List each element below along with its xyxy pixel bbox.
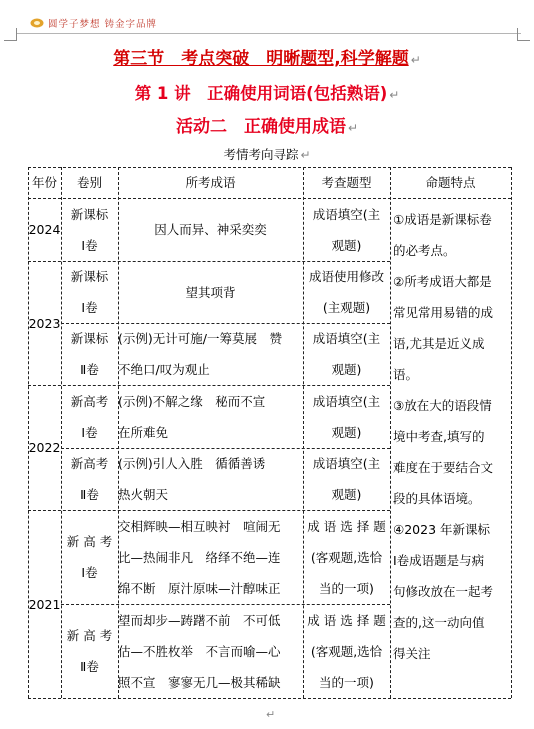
idiom-cell-line: 热火朝天 <box>118 487 169 502</box>
table-header-3-line: 考查题型 <box>321 175 372 190</box>
year-cell-line: 2022 <box>28 440 61 455</box>
paper-cell-line: Ⅱ卷 <box>80 487 99 502</box>
type-cell-line: 成 语 选 择 题 <box>307 612 386 628</box>
table-header-2-line: 所考成语 <box>185 175 236 190</box>
logo-icon <box>30 18 44 28</box>
paper-cell-line: Ⅰ卷 <box>81 237 98 253</box>
table-hline <box>28 510 390 511</box>
paper-cell-line: 新 高 考 <box>66 628 113 643</box>
type-cell-line: 当的一项) <box>319 580 374 596</box>
paper-cell <box>61 526 118 588</box>
table-header-2 <box>118 167 303 198</box>
idiom-cell <box>118 386 303 448</box>
table-vline <box>28 167 29 698</box>
idiom-cell-line: 照不宣 寥寥无几—极其稀缺 <box>118 674 281 690</box>
idiom-cell <box>118 214 303 245</box>
type-cell-line: 成语使用修改 <box>308 269 384 284</box>
table-title: 考情考向寻踪 ↵ <box>223 147 311 162</box>
features-cell-line: 语。 <box>393 367 419 382</box>
type-cell-line: (客观题,选恰 <box>310 549 383 565</box>
year-cell <box>28 432 61 463</box>
paper-cell <box>61 386 118 448</box>
year-cell <box>28 308 61 339</box>
lecture-title: 第 1 讲 正确使用词语(包括熟语) ↵ <box>134 84 400 103</box>
type-cell-line: (主观题) <box>322 300 371 315</box>
features-cell-line: 段的具体语境。 <box>393 491 481 506</box>
table-header-0 <box>28 167 61 198</box>
features-cell <box>390 204 511 669</box>
paper-cell <box>61 199 118 261</box>
type-cell-line: 当的一项) <box>319 674 374 690</box>
type-cell-line: 成 语 选 择 题 <box>307 518 386 534</box>
table-vline <box>511 167 512 698</box>
year-cell <box>28 214 61 245</box>
paper-cell-line: 新高考 <box>70 393 109 409</box>
idiom-cell-line: (示例)不解之缘 秘而不宣 <box>118 393 266 409</box>
header-rule <box>16 33 521 34</box>
year-cell-line: 2023 <box>28 315 61 331</box>
table-header-4 <box>390 167 511 198</box>
paper-cell-line: Ⅰ卷 <box>81 300 98 315</box>
table-header-3 <box>303 167 390 198</box>
features-cell-line: ②所考成语大都是 <box>393 274 492 289</box>
section-title: 第三节 考点突破 明晰题型,科学解题 ↵ <box>113 49 421 69</box>
type-cell <box>303 261 390 323</box>
type-cell-line: 观题) <box>331 362 362 377</box>
features-cell-line: 语,尤其是近义成 <box>393 336 485 351</box>
table-vline <box>390 167 391 698</box>
paper-cell <box>61 448 118 510</box>
paper-cell-line: 新课标 <box>70 331 109 346</box>
table-hline <box>28 261 390 262</box>
table-header-0-line: 年份 <box>31 175 57 190</box>
type-cell-line: 观题) <box>331 424 362 440</box>
type-cell <box>303 323 390 385</box>
type-cell <box>303 605 390 698</box>
table-hline <box>28 698 511 699</box>
idiom-cell <box>118 448 303 510</box>
paper-cell <box>61 323 118 385</box>
type-cell-line: 观题) <box>331 237 362 253</box>
idiom-cell-line: 望而却步—踌躇不前 不可低 <box>118 612 281 628</box>
type-cell <box>303 199 390 261</box>
year-cell <box>28 589 61 620</box>
table-header-1-line: 卷别 <box>76 175 102 190</box>
features-cell-line: ①成语是新课标卷 <box>393 212 492 227</box>
table-header-1 <box>61 167 118 198</box>
idiom-cell-line: 交相辉映—相互映衬 喧闹无 <box>118 518 281 534</box>
table-hline <box>28 198 511 199</box>
table-hline <box>61 604 390 605</box>
idiom-cell-line: (示例)无计可施/一筹莫展 赞 <box>118 331 282 346</box>
features-cell-line: 的必考点。 <box>393 243 456 258</box>
type-cell <box>303 386 390 448</box>
paper-cell-line: Ⅰ卷 <box>81 424 98 440</box>
paper-cell-line: 新高考 <box>70 456 109 471</box>
table-header-4-line: 命题特点 <box>425 175 476 190</box>
type-cell-line: 成语填空(主 <box>312 393 381 409</box>
crop-mark-right <box>517 28 530 41</box>
paper-cell-line: 新 高 考 <box>66 534 113 549</box>
paragraph-mark: ↵ <box>266 708 276 721</box>
table-hline <box>28 385 390 386</box>
idiom-cell-line: (示例)引人入胜 循循善诱 <box>118 456 266 471</box>
features-cell-line: 境中考查,填写的 <box>393 429 485 444</box>
type-cell <box>303 511 390 604</box>
features-cell-line: 句修改放在一起考 <box>393 584 494 599</box>
table-vline <box>118 167 119 698</box>
type-cell-line: 成语填空(主 <box>312 331 381 346</box>
page-header <box>16 6 521 34</box>
idiom-cell <box>118 511 303 604</box>
idiom-cell <box>118 605 303 698</box>
header-slogan: 圆学子梦想 铸金字品牌 <box>48 19 158 30</box>
paper-cell <box>61 261 118 323</box>
year-cell-line: 2021 <box>28 596 61 612</box>
type-cell-line: 观题) <box>331 487 362 502</box>
idiom-cell-line: 不绝口/叹为观止 <box>118 362 210 377</box>
type-cell-line: (客观题,选恰 <box>310 643 383 659</box>
type-cell-line: 成语填空(主 <box>312 456 381 471</box>
crop-mark-left <box>4 28 17 41</box>
idiom-cell-line: 望其项背 <box>185 284 236 300</box>
features-cell-line: 得关注 <box>393 646 431 661</box>
type-cell <box>303 448 390 510</box>
idiom-cell-line: 比—热闹非凡 络绎不绝—连 <box>118 549 281 565</box>
idiom-cell-line: 因人而异、神采奕奕 <box>154 222 267 237</box>
table-vline <box>303 167 304 698</box>
paper-cell-line: 新课标 <box>70 269 109 284</box>
features-cell-line: ③放在大的语段情 <box>393 398 492 413</box>
table-hline <box>61 323 390 324</box>
features-cell-line: 查的,这一动向值 <box>393 615 485 630</box>
paper-cell <box>61 620 118 682</box>
idiom-cell-line: 在所难免 <box>118 424 169 440</box>
type-cell-line: 成语填空(主 <box>312 206 381 222</box>
features-cell-line: Ⅰ卷成语题是与病 <box>393 553 485 568</box>
activity-title: 活动二 正确使用成语 ↵ <box>175 117 359 137</box>
paper-cell-line: Ⅰ卷 <box>81 565 98 580</box>
idiom-cell-line: 绵不断 原汁原味—汁醇味正 <box>118 580 281 596</box>
table-vline <box>61 167 62 698</box>
features-cell-line: 难度在于要结合文 <box>393 460 494 475</box>
table-hline <box>61 448 390 449</box>
year-cell-line: 2024 <box>28 222 61 237</box>
features-cell-line: ④2023 年新课标 <box>393 522 490 537</box>
idiom-cell <box>118 323 303 385</box>
paper-cell-line: Ⅱ卷 <box>80 362 99 377</box>
features-cell-line: 常见常用易错的成 <box>393 305 494 320</box>
idiom-cell <box>118 277 303 308</box>
paper-cell-line: 新课标 <box>70 206 109 222</box>
idiom-cell-line: 估—不胜枚举 不言而喻—心 <box>118 643 281 659</box>
paper-cell-line: Ⅱ卷 <box>80 659 99 674</box>
table-hline <box>28 167 511 168</box>
